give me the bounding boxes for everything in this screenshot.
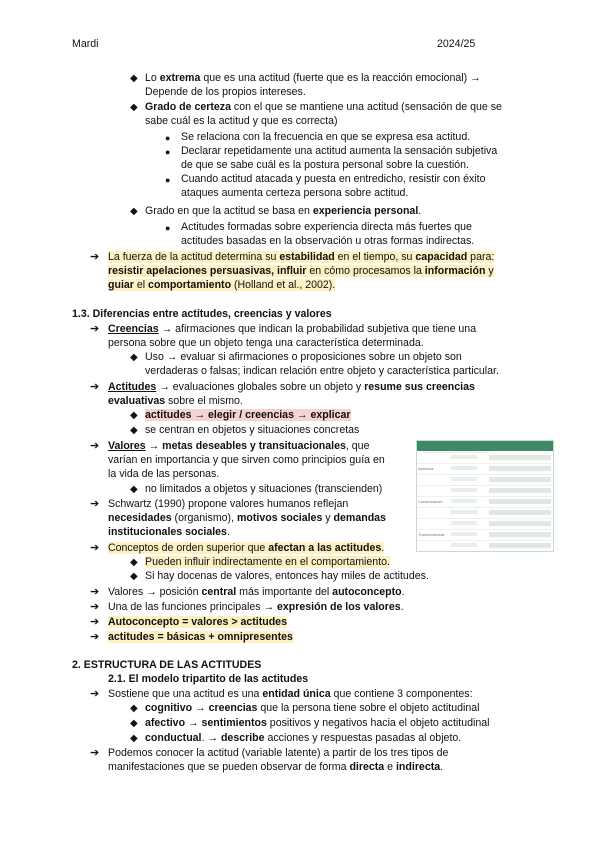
text-line: no limitados a objetos y situaciones (transcienden) — [145, 483, 383, 495]
dot-bullet-icon: ● — [165, 175, 171, 185]
table-row — [417, 518, 553, 529]
diamond-bullet-icon: ◆ — [130, 571, 138, 582]
diamond-bullet-icon: ◆ — [130, 352, 138, 363]
arrow-bullet-icon: ➔ — [90, 688, 100, 700]
text-line: Declarar repetidamente una actitud aumenta la sensación subjetiva — [181, 145, 498, 157]
text-line: Depende de los propios intereses. — [145, 86, 306, 98]
diamond-bullet-icon: ◆ — [130, 733, 138, 744]
text-line: afectivo → sentimientos positivos y negativos hacia el objeto actitudinal — [145, 717, 490, 729]
diamond-bullet-icon: ◆ — [130, 557, 138, 568]
table-row — [417, 474, 553, 485]
diamond-bullet-icon: ◆ — [130, 410, 138, 421]
text-line: Uso → evaluar si afirmaciones o proposiciones sobre un objeto son — [145, 351, 462, 363]
arrow-bullet-icon: ➔ — [90, 498, 100, 510]
dot-bullet-icon: ● — [165, 133, 171, 143]
table-cell — [451, 488, 477, 492]
arrow-bullet-icon: ➔ — [90, 747, 100, 759]
text-line: Grado en que la actitud se basa en experiencia personal. — [145, 205, 422, 217]
subsection-heading: 2.1. El modelo tripartito de las actitudes — [108, 673, 309, 685]
text-line: Autoconcepto = valores > actitudes — [108, 616, 287, 628]
table-cell: Conservación — [418, 499, 443, 504]
arrow-bullet-icon: ➔ — [90, 251, 100, 263]
diamond-bullet-icon: ◆ — [130, 718, 138, 729]
text-line: evaluativas sobre el mismo. — [108, 395, 243, 407]
text-line: Actitudes → evaluaciones globales sobre un objeto y resume sus creencias — [108, 381, 475, 393]
table-row — [417, 507, 553, 518]
text-line: actitudes = básicas + omnipresentes — [108, 631, 293, 643]
text-line: conductual. → describe acciones y respuestas pasadas al objeto. — [145, 732, 462, 744]
text-line: Valores → posición central más importante del autoconcepto. — [108, 586, 405, 598]
text-line: Actitudes formadas sobre experiencia directa más fuertes que — [181, 221, 472, 233]
diamond-bullet-icon: ◆ — [130, 73, 138, 84]
arrow-bullet-icon: ➔ — [90, 631, 100, 643]
header-left: Mardi — [72, 38, 99, 50]
text-line: Sostiene que una actitud es una entidad única que contiene 3 componentes: — [108, 688, 473, 700]
text-line: Lo extrema que es una actitud (fuerte que es la reacción emocional) → — [145, 72, 481, 84]
table-cell — [451, 477, 477, 481]
section-heading: 1.3. Diferencias entre actitudes, creencias y valores — [72, 308, 332, 320]
table-cell: Apertura — [418, 466, 434, 471]
table-cell — [489, 477, 551, 482]
table-cell — [451, 499, 477, 503]
dot-bullet-icon: ● — [165, 147, 171, 157]
text-line: Cuando actitud atacada y puesta en entredicho, resistir con éxito — [181, 173, 486, 185]
diamond-bullet-icon: ◆ — [130, 425, 138, 436]
text-line: sabe cuál es la actitud y que es correcta) — [145, 115, 338, 127]
diamond-bullet-icon: ◆ — [130, 484, 138, 495]
table-cell — [451, 532, 477, 536]
table-cell — [489, 455, 551, 460]
values-table-thumbnail — [416, 440, 554, 552]
table-cell — [451, 510, 477, 514]
table-cell — [489, 499, 551, 504]
arrow-bullet-icon: ➔ — [90, 381, 100, 393]
text-line: Se relaciona con la frecuencia en que se expresa esa actitud. — [181, 131, 471, 143]
text-line: cognitivo → creencias que la persona tiene sobre el objeto actitudinal — [145, 702, 480, 714]
dot-bullet-icon: ● — [165, 223, 171, 233]
arrow-bullet-icon: ➔ — [90, 323, 100, 335]
text-line: Pueden influir indirectamente en el comportamiento. — [145, 556, 390, 568]
text-line: La fuerza de la actitud determina su estabilidad en el tiempo, su capacidad para: — [108, 251, 495, 263]
arrow-bullet-icon: ➔ — [90, 616, 100, 628]
table-cell — [451, 543, 477, 547]
text-line: verdaderas o falsas; indican relación entre objeto y característica particular. — [145, 365, 499, 377]
text-line: ataques aumenta certeza persona sobre actitud. — [181, 187, 409, 199]
diamond-bullet-icon: ◆ — [130, 102, 138, 113]
text-line: Podemos conocer la actitud (variable latente) a partir de los tres tipos de — [108, 747, 449, 759]
text-line: institucionales sociales. — [108, 526, 230, 538]
table-row — [417, 529, 553, 540]
text-line: Creencias → afirmaciones que indican la probabilidad subjetiva que tiene una — [108, 323, 477, 335]
section-heading: 2. ESTRUCTURA DE LAS ACTITUDES — [72, 659, 262, 671]
table-cell — [489, 543, 551, 548]
text-line: de que se sabe cuál es la postura personal sobre la cuestión. — [181, 159, 469, 171]
text-line: Schwartz (1990) propone valores humanos reflejan — [108, 498, 349, 510]
table-cell — [451, 521, 477, 525]
diamond-bullet-icon: ◆ — [130, 703, 138, 714]
text-line: varían en importancia y que sirven como principios guía en — [108, 454, 385, 466]
text-line: Grado de certeza con el que se mantiene una actitud (sensación de que se — [145, 101, 502, 113]
table-header — [417, 441, 553, 451]
text-line: actitudes → elegir / creencias → explicar — [145, 409, 351, 421]
table-row — [417, 540, 553, 551]
header-right: 2024/25 — [437, 38, 476, 50]
table-cell — [489, 510, 551, 515]
table-cell — [489, 521, 551, 526]
table-row — [417, 485, 553, 496]
table-row — [417, 496, 553, 507]
text-line: Valores → metas deseables y transituacionales, que — [108, 440, 370, 452]
table-cell — [489, 466, 551, 471]
diamond-bullet-icon: ◆ — [130, 206, 138, 217]
arrow-bullet-icon: ➔ — [90, 586, 100, 598]
text-line: resistir apelaciones persuasivas, influir en cómo procesamos la información y — [108, 265, 494, 277]
arrow-bullet-icon: ➔ — [90, 601, 100, 613]
table-cell: Trascendencia — [418, 532, 445, 537]
table-row — [417, 463, 553, 474]
text-line: la vida de las personas. — [108, 468, 220, 480]
text-line: Una de las funciones principales → expresión de los valores. — [108, 601, 404, 613]
text-line: guiar el comportamiento (Holland et al., 2002). — [108, 279, 336, 291]
text-line: se centran en objetos y situaciones concretas — [145, 424, 360, 436]
text-line: persona sobre que un objeto tenga una característica determinada. — [108, 337, 424, 349]
arrow-bullet-icon: ➔ — [90, 440, 100, 452]
arrow-bullet-icon: ➔ — [90, 542, 100, 554]
text-line: Si hay docenas de valores, entonces hay miles de actitudes. — [145, 570, 429, 582]
table-row — [417, 452, 553, 463]
table-cell — [451, 466, 477, 470]
table-cell — [489, 488, 551, 493]
table-cell — [451, 455, 477, 459]
text-line: Conceptos de orden superior que afectan a las actitudes. — [108, 542, 385, 554]
table-cell — [489, 532, 551, 537]
text-line: necesidades (organismo), motivos sociales y demandas — [108, 512, 386, 524]
text-line: actitudes basadas en la observación u otras formas indirectas. — [181, 235, 475, 247]
text-line: manifestaciones que se pueden observar de forma directa e indirecta. — [108, 761, 444, 773]
